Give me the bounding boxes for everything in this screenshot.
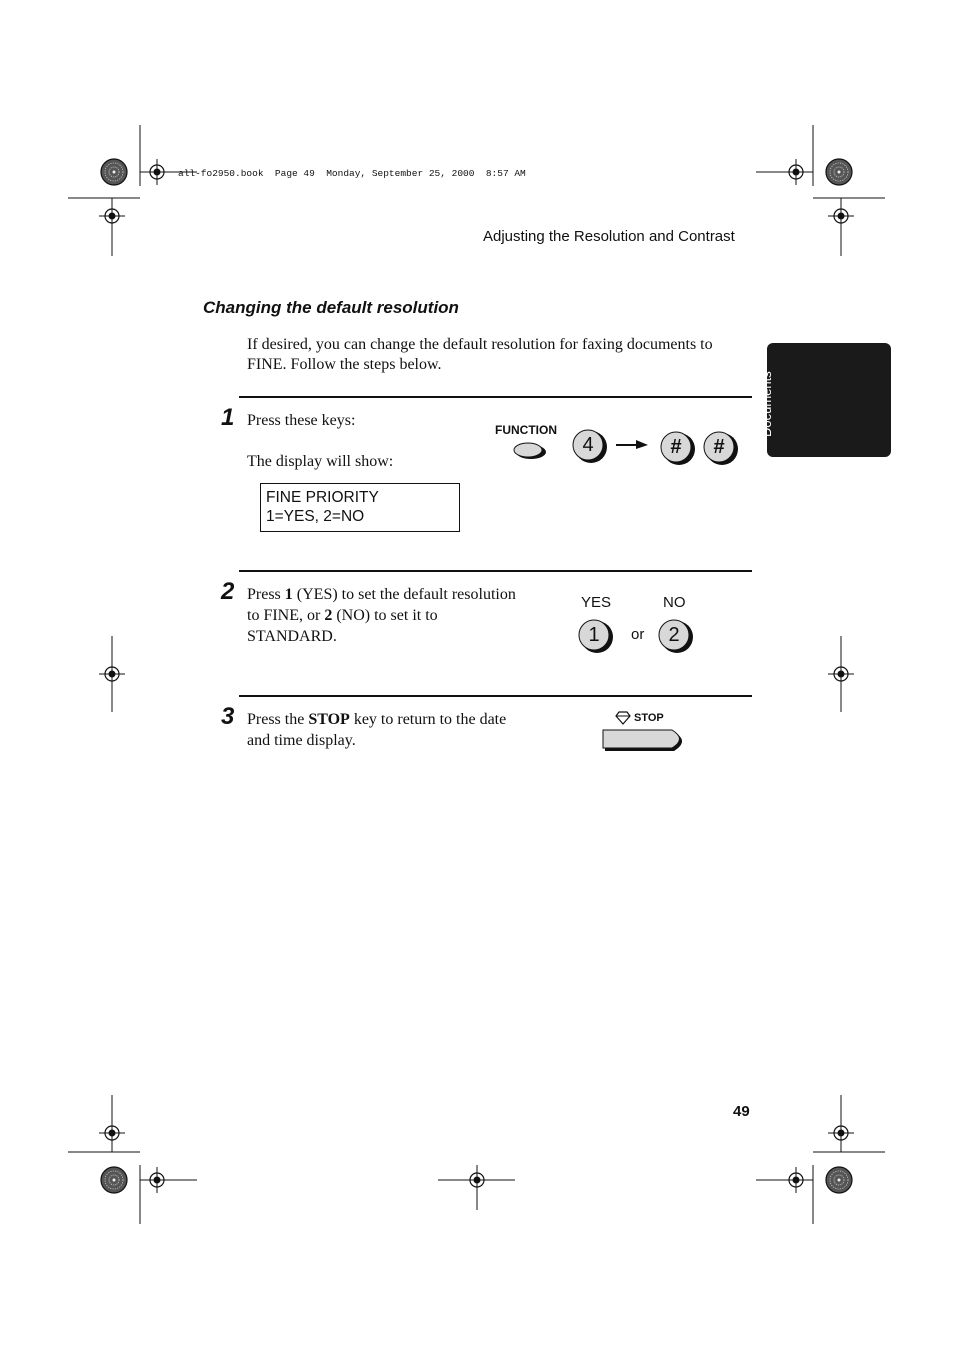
function-key-icon (512, 440, 548, 462)
step-text: Press these keys: (247, 412, 356, 429)
hash-key-label: # (670, 436, 682, 458)
chapter-tab-line1: 2. Sending (746, 374, 761, 437)
function-key-label: FUNCTION (495, 423, 557, 437)
step-number: 3 (221, 703, 235, 730)
step-number: 1 (221, 404, 235, 431)
key-reference: STOP (308, 711, 350, 728)
chapter-tab-label (747, 347, 773, 437)
page-number: 49 (733, 1103, 750, 1120)
step-number: 2 (221, 578, 235, 605)
or-label: or (631, 626, 645, 643)
step-text-part: (YES) to set the default resolution to FINE, or (247, 586, 516, 624)
step-text-part: key to return to the date and time display. (247, 711, 507, 749)
key-1-label: 1 (588, 624, 600, 646)
display-line1: FINE PRIORITY (266, 489, 379, 506)
key-4-label: 4 (582, 434, 594, 456)
key-reference: 2 (324, 607, 333, 624)
step-divider (239, 570, 752, 572)
chapter-tab-line2: Documents (759, 371, 774, 437)
stop-key-label: STOP (634, 712, 664, 724)
step-divider (239, 695, 752, 697)
hash-key-label: # (713, 436, 725, 458)
chapter-tab (746, 343, 891, 457)
step-subtext: The display will show: (247, 453, 394, 470)
step-text (247, 709, 512, 751)
intro-paragraph: If desired, you can change the default resolution for faxing documents to FINE. Follow the steps below. (247, 336, 713, 373)
arrow-right-icon (614, 438, 650, 452)
lcd-display (260, 483, 460, 532)
key-2-label: 2 (668, 624, 680, 646)
stop-icon (615, 711, 631, 725)
step-text-part: Press the (247, 711, 309, 728)
running-header: Adjusting the Resolution and Contrast (483, 228, 735, 245)
section-title: Changing the default resolution (203, 298, 459, 317)
step-text-part: (NO) to set it to STANDARD. (247, 607, 438, 645)
file-info: all-fo2950.book Page 49 Monday, September 25, 2000 8:57 AM (178, 168, 526, 179)
key-reference: 1 (284, 586, 293, 603)
display-line2: 1=YES, 2=NO (266, 508, 365, 525)
step-text-part: Press (247, 586, 285, 603)
no-label: NO (663, 594, 686, 611)
yes-label: YES (581, 594, 612, 611)
stop-key-icon (600, 728, 692, 754)
step-divider (239, 396, 752, 398)
step-text (247, 584, 527, 647)
